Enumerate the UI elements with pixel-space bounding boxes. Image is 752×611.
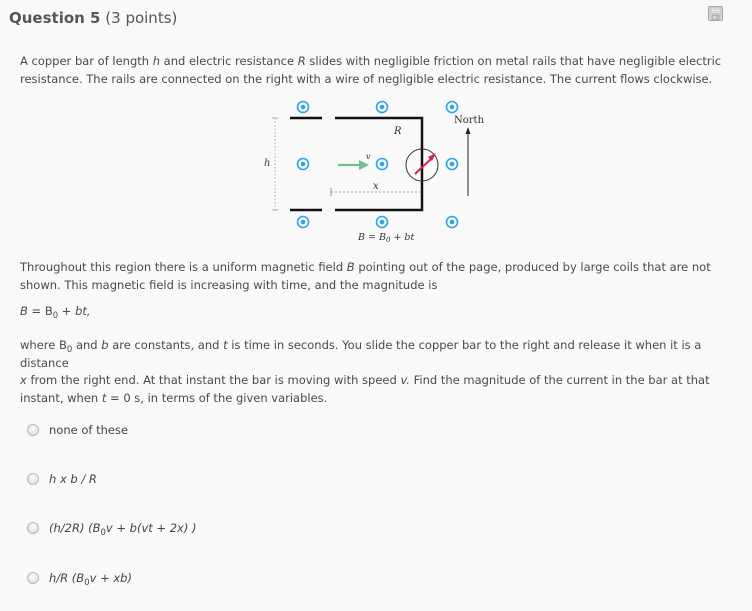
radio-button[interactable] [27, 522, 39, 534]
svg-text:x: x [373, 181, 379, 192]
svg-text:B = B0 + bt: $B = B_0$ + bt [358, 232, 415, 244]
question-points: (3 points) [105, 9, 178, 27]
option-label: none of these [49, 423, 129, 437]
radio-button[interactable] [27, 473, 39, 485]
question-header [9, 9, 177, 27]
question-number: Question 5 [9, 9, 101, 27]
question-prompt: where $B_0$ and b are constants, and t is time in seconds. You slide the copper bar to the right and release it when it is a distance x from the right end. At that instant the bar is moving with speed v. Find the magnitude of the current in the bar at that instant, when t = 0 s, in terms of the given variables. [20, 338, 710, 405]
option-label: h/R $(B_0v + xb)$ [49, 571, 132, 588]
answer-option-h-over-r[interactable] [27, 571, 132, 588]
svg-text:R: R [394, 126, 402, 137]
answer-option-h-over-2r[interactable] [27, 521, 197, 538]
answer-option-hxb-over-r[interactable] [27, 472, 97, 486]
answer-option-none-of-these[interactable] [27, 423, 128, 437]
question-intro: A copper bar of length h and electric resistance R slides with negligible friction on metal rails that have negligible electric resistance. The rails are connected on the right with a wire of negligible electric resistance. The current flows clockwise. [20, 54, 722, 86]
svg-text:v: v [366, 152, 371, 161]
svg-text:North: North [454, 115, 485, 126]
field-out-of-page-icon [298, 102, 458, 228]
radio-button[interactable] [27, 424, 39, 436]
option-label: (h/2R) ($B_0v + b(vt + 2x)$ ) [49, 521, 197, 538]
circuit-diagram [258, 96, 498, 246]
option-label: h x b / R [49, 472, 97, 486]
svg-text:h: h [264, 158, 271, 169]
field-description: Throughout this region there is a uniform magnetic field B pointing out of the page, produced by large coils that are not shown. This magnetic field is increasing with time, and the magnitude is [20, 260, 711, 292]
field-equation: $B = B_0$ + bt, [20, 304, 91, 321]
save-floppy-icon[interactable] [708, 6, 723, 21]
radio-button[interactable] [27, 572, 39, 584]
